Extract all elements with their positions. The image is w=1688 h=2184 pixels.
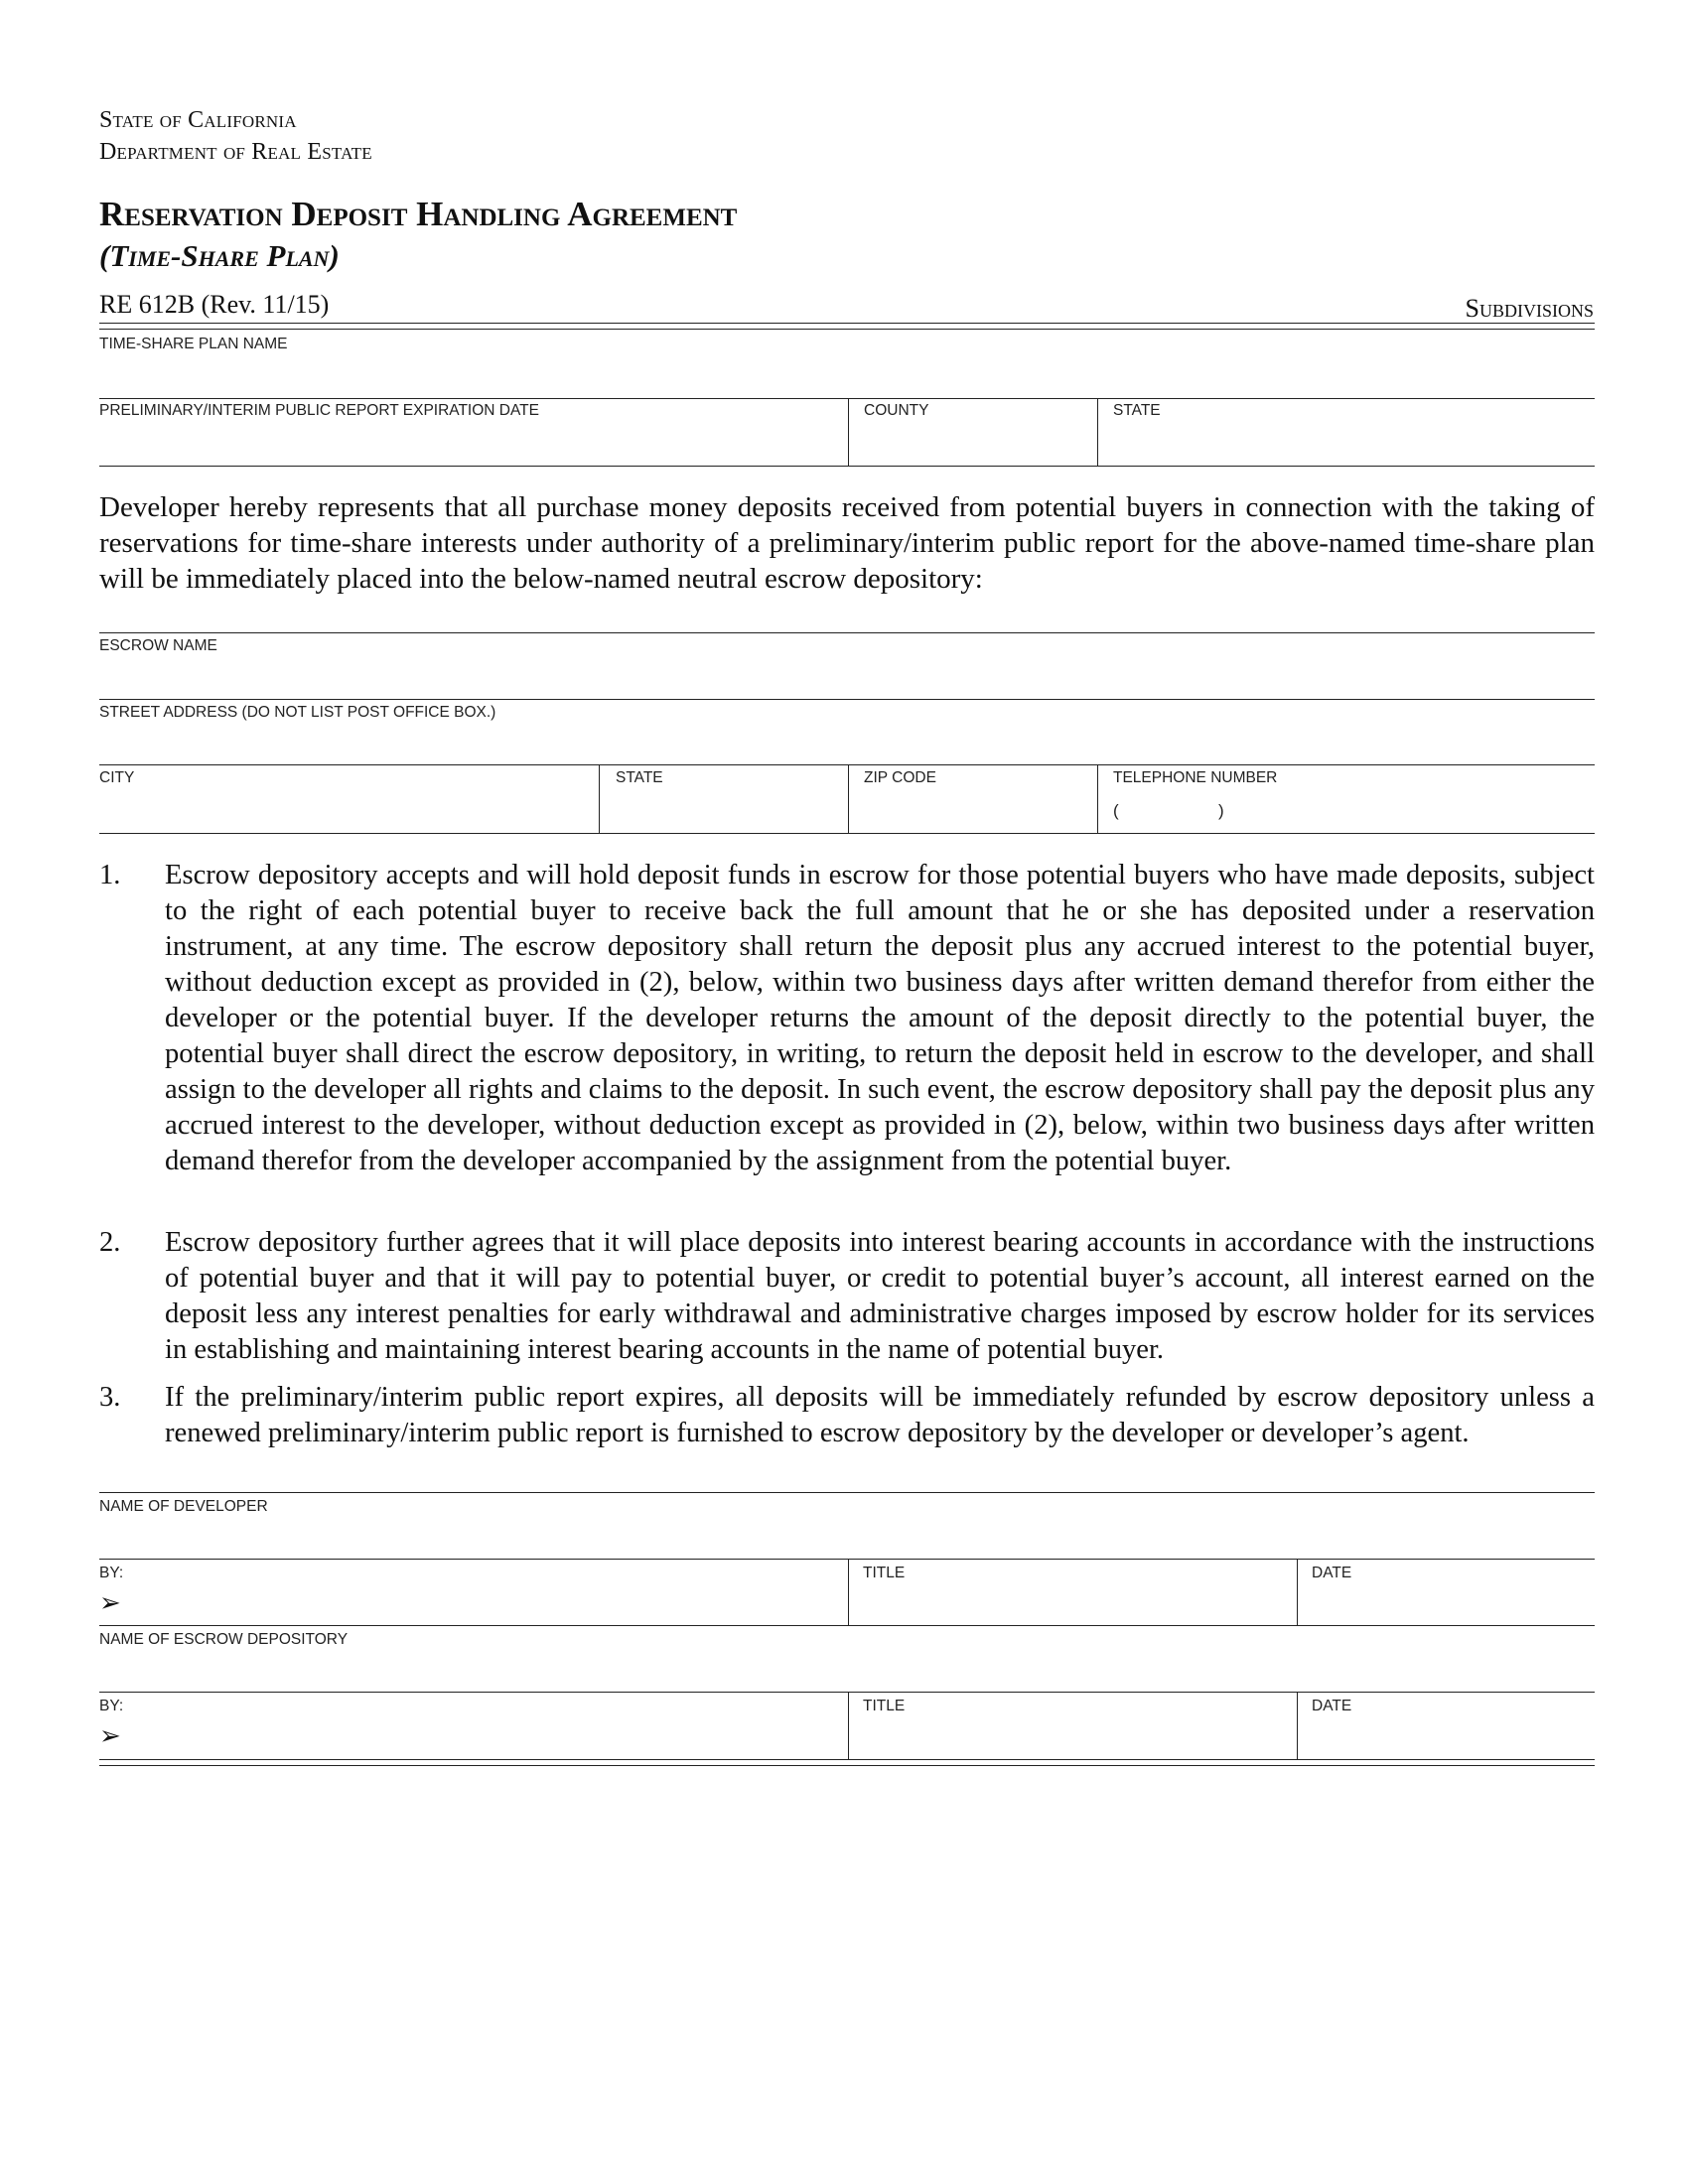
header-rule-top (99, 323, 1595, 324)
plan-name-label: TIME-SHARE PLAN NAME (99, 336, 288, 352)
escrow-title-label: TITLE (863, 1698, 906, 1714)
term-3 (99, 1380, 1595, 1451)
escrow-signature-line[interactable] (99, 1759, 1595, 1760)
escrow-name-label: ESCROW NAME (99, 637, 217, 654)
developer-signature-line[interactable] (99, 1625, 1595, 1626)
county-label: COUNTY (864, 402, 929, 419)
term-1-number: 1. (99, 860, 121, 890)
term-2-text: Escrow depository further agrees that it will place deposits into interest bearing accounts in accordance with the instructions of potential buyer and that it will pay to potential buyer, or credit to potential buyer’s account, all interest earned on the deposit less any interest penalties for early withdrawal and administrative charges imposed by escrow holder for its services in establishing and maintaining interest bearing accounts in the name of potential buyer. (165, 1227, 1595, 1365)
address-row-bottom-line[interactable] (99, 833, 1595, 834)
escrow-state-label: STATE (616, 769, 663, 786)
escrow-depository-name-field-line[interactable] (99, 1692, 1595, 1693)
footer-double-rule (99, 1765, 1595, 1766)
section-name: Subdivisions (1465, 294, 1594, 323)
city-state-divider (599, 764, 600, 833)
term-1-text: Escrow depository accepts and will hold deposit funds in escrow for those potential buyers who have made deposits, subject to the right of each potential buyer to receive back the full amount that he or she has deposited under a reservation instrument, at any time. The escrow depository shall return the deposit plus any accrued interest to the potential buyer, without deduction except as provided in (2), below, within two business days after written demand therefor from either the developer or the potential buyer. If the developer returns the amount of the deposit directly to the potential buyer, the potential buyer shall direct the escrow depository, in writing, to return the deposit held in escrow to the developer, and shall assign to the developer all rights and claims to the deposit. In such event, the escrow depository shall pay the deposit plus any accrued interest to the developer, without deduction except as provided in (2), below, within two business days after written demand therefor from the developer accompanied by the assignment from the potential buyer. (165, 860, 1595, 1176)
escrow-date-label: DATE (1312, 1698, 1352, 1714)
form-number: RE 612B (Rev. 11/15) (99, 290, 330, 319)
phone-area-open-paren: ( (1113, 801, 1119, 820)
city-label: CITY (99, 769, 135, 786)
developer-by-title-divider (848, 1559, 849, 1625)
intro-paragraph: Developer hereby represents that all purchase money deposits received from potential buyers in connection with the taking of reservations for time-share interests under authority of a preliminary/interim public report for the above-named time-share plan will be immediately placed into the below-named neutral escrow depository: (99, 491, 1595, 595)
escrow-by-title-divider (848, 1692, 849, 1759)
term-2 (99, 1225, 1595, 1368)
expiration-date-label: PRELIMINARY/INTERIM PUBLIC REPORT EXPIRATION DATE (99, 402, 539, 419)
term-3-text: If the preliminary/interim public report expires, all deposits will be immediately refunded by escrow depository unless a renewed preliminary/interim public report is furnished to escrow depository by the developer or developer’s agent. (165, 1382, 1595, 1448)
developer-date-label: DATE (1312, 1565, 1352, 1581)
escrow-signature-arrow-icon: ➢ (99, 1720, 121, 1750)
plan-state-label: STATE (1113, 402, 1161, 419)
street-address-label: STREET ADDRESS (DO NOT LIST POST OFFICE BOX.) (99, 704, 496, 721)
developer-name-top-line (99, 1492, 1595, 1493)
term-2-number: 2. (99, 1227, 121, 1258)
header-rule-bottom (99, 329, 1595, 330)
escrow-name-top-line (99, 632, 1595, 633)
escrow-depository-name-label: NAME OF ESCROW DEPOSITORY (99, 1631, 349, 1648)
developer-name-label: NAME OF DEVELOPER (99, 1498, 268, 1515)
telephone-label: TELEPHONE NUMBER (1113, 769, 1278, 786)
plan-row-bottom-line[interactable] (99, 466, 1595, 467)
term-1 (99, 858, 1595, 1179)
state-zip-divider (848, 764, 849, 833)
escrow-title-date-divider (1297, 1692, 1298, 1759)
developer-title-label: TITLE (863, 1565, 906, 1581)
form-title: Reservation Deposit Handling Agreement (99, 195, 738, 233)
expiration-county-divider (848, 398, 849, 466)
plan-name-field-line[interactable] (99, 398, 1595, 399)
street-address-field-line[interactable] (99, 764, 1595, 765)
developer-title-date-divider (1297, 1559, 1298, 1625)
zip-phone-divider (1097, 764, 1098, 833)
department-name: Department of Real Estate (99, 139, 372, 165)
escrow-by-label: BY: (99, 1698, 124, 1714)
escrow-name-field-line[interactable] (99, 699, 1595, 700)
developer-signature-arrow-icon: ➢ (99, 1587, 121, 1617)
phone-area-close-paren: ) (1218, 801, 1224, 820)
state-name: State of California (99, 107, 297, 133)
developer-name-field-line[interactable] (99, 1559, 1595, 1560)
zip-code-label: ZIP CODE (864, 769, 936, 786)
term-3-number: 3. (99, 1382, 121, 1413)
county-state-divider (1097, 398, 1098, 466)
form-subtitle: (Time-Share Plan) (99, 238, 340, 273)
developer-by-label: BY: (99, 1565, 124, 1581)
